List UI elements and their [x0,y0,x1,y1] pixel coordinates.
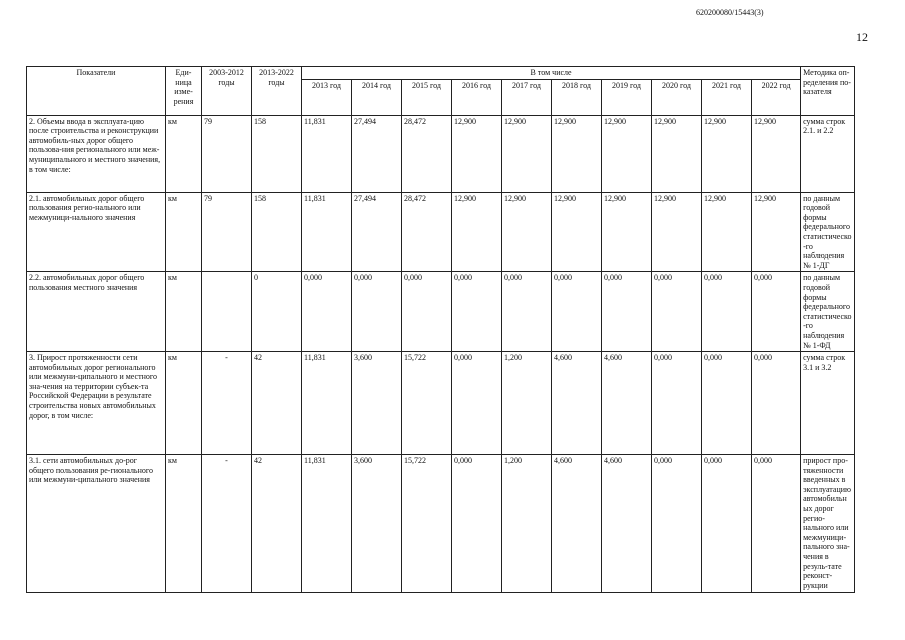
row-method: сумма строк 2.1. и 2.2 [801,115,855,192]
row-value: 4,600 [602,352,652,455]
row-value: 11,831 [302,115,352,192]
header-year: 2017 год [502,79,552,115]
header-unit: Еди-ница изме-рения [166,67,202,116]
row-value: 12,900 [552,115,602,192]
row-name: 2.1. автомобильных дорог общего пользования регио-нального или межмуници-нального значения [27,192,166,272]
row-value: 12,900 [502,192,552,272]
row-value: 27,494 [352,192,402,272]
row-value: 0,000 [452,352,502,455]
row-2013-2022: 158 [252,115,302,192]
row-value: 0,000 [652,272,702,352]
row-value: 0,000 [502,272,552,352]
header-year: 2015 год [402,79,452,115]
row-value: 0,000 [702,455,752,593]
row-value: 0,000 [552,272,602,352]
row-value: 12,900 [602,192,652,272]
row-value: 0,000 [752,455,801,593]
row-value: 12,900 [652,115,702,192]
row-value: 12,900 [702,115,752,192]
row-value: 28,472 [402,115,452,192]
row-2003-2012: 79 [202,192,252,272]
row-name: 3.1. сети автомобильных до-рог общего пользования ре-гионального или межмуни-ципального значения [27,455,166,593]
row-value: 0,000 [402,272,452,352]
table-row [27,455,855,593]
row-value: 12,900 [752,115,801,192]
document-id: 620200080/15443(3) [696,8,764,17]
header-year: 2014 год [352,79,402,115]
row-method: по данным годовой формы федерального статистическо-го наблюдения № 1-ДГ [801,192,855,272]
row-2013-2022: 158 [252,192,302,272]
header-year: 2018 год [552,79,602,115]
row-value: 12,900 [752,192,801,272]
row-value: 0,000 [352,272,402,352]
row-value: 12,900 [652,192,702,272]
row-value: 12,900 [602,115,652,192]
row-value: 11,831 [302,352,352,455]
row-name: 2. Объемы ввода в эксплуата-цию после строительства и реконструкции автомобиль-ных дорог общего пользова-ния регионального или меж-муниципального и местного значения, в том числе: [27,115,166,192]
row-2013-2022: 0 [252,272,302,352]
page-number: 12 [856,30,868,44]
table-row [27,192,855,272]
header-2013-2022: 2013-2022 годы [252,67,302,116]
row-value: 1,200 [502,455,552,593]
header-indicators: Показатели [27,67,166,116]
row-value: 15,722 [402,352,452,455]
row-value: 4,600 [552,352,602,455]
row-value: 12,900 [502,115,552,192]
row-value: 0,000 [652,455,702,593]
table-row [27,272,855,352]
row-value: 15,722 [402,455,452,593]
row-2003-2012: 79 [202,115,252,192]
row-unit: км [166,115,202,192]
row-unit: км [166,352,202,455]
header-method: Методика оп-ределения по-казателя [801,67,855,116]
header-year: 2022 год [752,79,801,115]
row-unit: км [166,272,202,352]
row-value: 0,000 [452,272,502,352]
row-value: 3,600 [352,352,402,455]
row-value: 28,472 [402,192,452,272]
row-method: прирост про-тяженности введенных в эксплуатацию автомобильных дорог регио-нального или межмуници-пального зна-чения в резуль-тате реконст-рукции [801,455,855,593]
row-value: 0,000 [302,272,352,352]
row-2003-2012 [202,272,252,352]
row-value: 1,200 [502,352,552,455]
row-value: 12,900 [452,115,502,192]
row-value: 0,000 [702,272,752,352]
row-value: 12,900 [452,192,502,272]
row-value: 0,000 [702,352,752,455]
row-value: 0,000 [752,352,801,455]
row-value: 0,000 [652,352,702,455]
row-value: 11,831 [302,455,352,593]
row-value: 4,600 [602,455,652,593]
header-year: 2021 год [702,79,752,115]
header-2003-2012: 2003-2012 годы [202,67,252,116]
header-including: В том числе [302,67,801,80]
row-method: по данным годовой формы федерального статистическо-го наблюдения № 1-ФД [801,272,855,352]
row-name: 3. Прирост протяженности сети автомобильных дорог регионального или межмуни-ципального и местного зна-чения на территории субъек-та Российской Федерации в результате строительства новых автомобильных дорог, в том числе: [27,352,166,455]
header-year: 2020 год [652,79,702,115]
table-row [27,352,855,455]
row-2003-2012: - [202,352,252,455]
row-value: 12,900 [552,192,602,272]
row-value: 12,900 [702,192,752,272]
header-year: 2016 год [452,79,502,115]
row-2013-2022: 42 [252,352,302,455]
row-unit: км [166,455,202,593]
row-unit: км [166,192,202,272]
indicators-table [26,66,855,593]
row-2013-2022: 42 [252,455,302,593]
row-value: 0,000 [602,272,652,352]
table-row [27,115,855,192]
header-year: 2019 год [602,79,652,115]
row-value: 4,600 [552,455,602,593]
header-year: 2013 год [302,79,352,115]
row-value: 27,494 [352,115,402,192]
row-method: сумма строк 3.1 и 3.2 [801,352,855,455]
row-value: 0,000 [452,455,502,593]
row-2003-2012: - [202,455,252,593]
row-value: 3,600 [352,455,402,593]
row-name: 2.2. автомобильных дорог общего пользования местного значения [27,272,166,352]
row-value: 0,000 [752,272,801,352]
row-value: 11,831 [302,192,352,272]
